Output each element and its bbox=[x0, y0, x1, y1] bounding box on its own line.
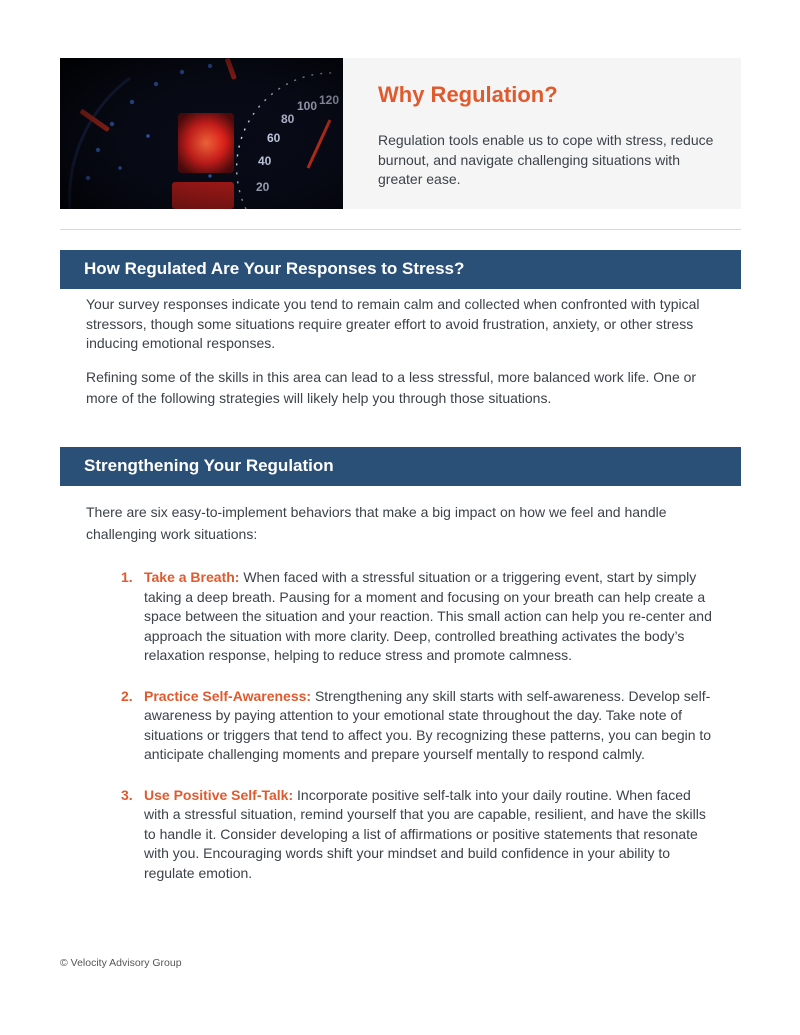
step-text: Strengthening any skill starts with self-awareness. Develop self-awareness by paying attention to your emotional state throughout the day. Take note of situations or triggers that tend to affect you. By recognizing these patterns, you can begin to anticipate challenging moments and prepare yourself mentally to respond calmly. bbox=[144, 687, 712, 762]
divider bbox=[60, 229, 741, 230]
step-title: Practice Self-Awareness: bbox=[144, 687, 312, 704]
intro-paragraph: There are six easy-to-implement behaviors that make a big impact on how we feel and handle challenging work situations: bbox=[86, 504, 667, 542]
speedometer-illustration bbox=[60, 58, 343, 209]
step-title: Take a Breath: bbox=[144, 569, 240, 585]
survey-paragraph: Your survey responses indicate you tend to remain calm and collected when confronted with typical stressors, though some situations require greater effort to avoid frustration, anxiety, or other stress inducing emotional responses. bbox=[86, 296, 700, 351]
step-number: 1. bbox=[121, 569, 133, 585]
hero-text: Regulation tools enable us to cope with stress, reduce burnout, and navigate challenging situations with greater ease. bbox=[378, 132, 714, 187]
list-item bbox=[86, 786, 716, 884]
step-number: 2. bbox=[121, 687, 133, 704]
hero-title: Why Regulation? bbox=[378, 82, 558, 107]
list-item bbox=[86, 687, 716, 765]
step-number: 3. bbox=[121, 786, 133, 803]
section-header-strengthening bbox=[60, 447, 741, 486]
section-heading: How Regulated Are Your Responses to Stress? bbox=[84, 259, 465, 278]
list-item bbox=[86, 568, 716, 666]
step-title: Use Positive Self-Talk: bbox=[144, 786, 294, 803]
section-heading: Strengthening Your Regulation bbox=[84, 456, 334, 475]
step-text: Incorporate positive self-talk into your daily routine. When faced with a stressful situation, remind yourself that you are capable, resilient, and have the skills to handle it. Consider developing a list of affirmations or positive statements that resonate with you. Encouraging words shift your mindset and build confidence in your ability to regulate emotion. bbox=[144, 786, 706, 881]
strategy-list bbox=[86, 568, 716, 904]
section-header-stress bbox=[60, 250, 741, 289]
hero-panel bbox=[60, 58, 741, 209]
refining-paragraph: Refining some of the skills in this area can lead to a less stressful, more balanced work life. One or more of the following strategies will likely help you through those situations. bbox=[86, 369, 697, 406]
step-text: When faced with a stressful situation or a triggering event, start by simply taking a deep breath. Pausing for a moment and focusing on your breath can help create a space between the situation and your reaction. This small action can help you re-center and approach the situation with more clarity. Deep, controlled breathing activates the body’s relaxation response, helping to reduce stress and promote calmness. bbox=[144, 569, 712, 663]
speedometer-image bbox=[60, 58, 343, 209]
copyright-footer: © Velocity Advisory Group bbox=[60, 957, 182, 969]
